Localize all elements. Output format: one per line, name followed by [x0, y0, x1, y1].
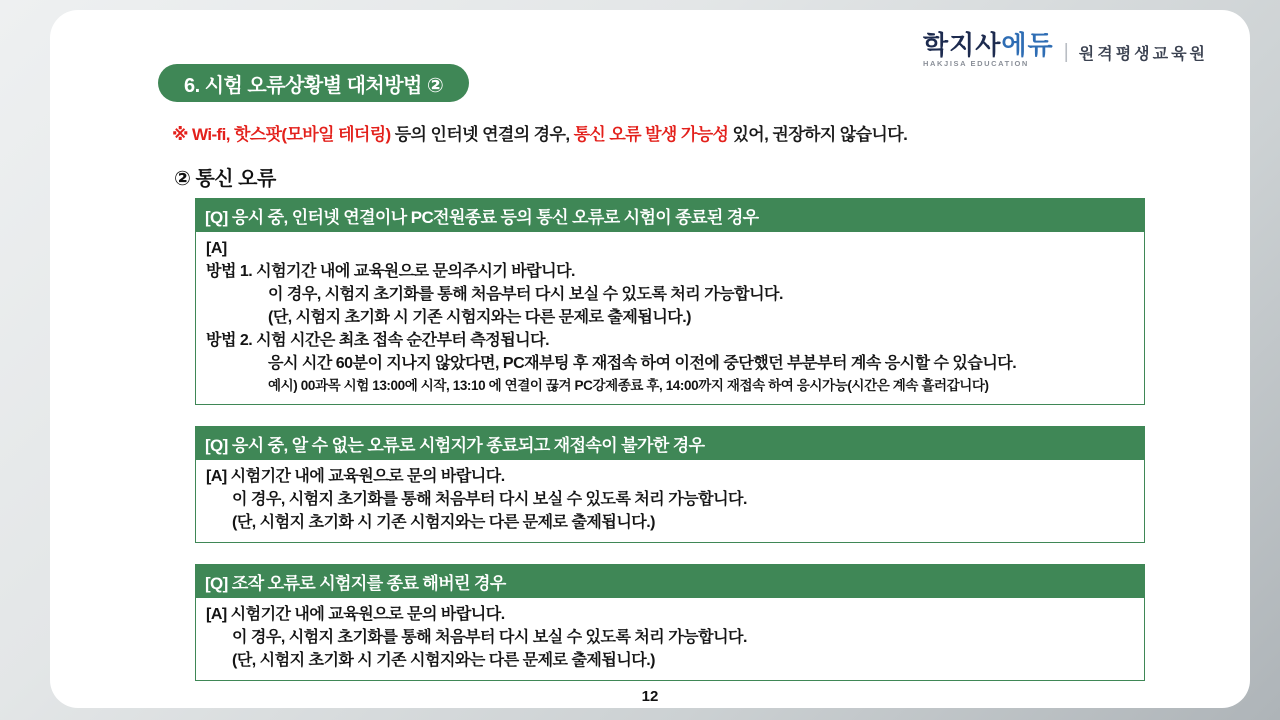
- qa-box-2-question: [Q] 응시 중, 알 수 없는 오류로 시험지가 종료되고 재접속이 불가한 경우: [205, 435, 705, 455]
- qa-box-1-question: [Q] 응시 중, 인터넷 연결이나 PC전원종료 등의 통신 오류로 시험이 종료된 경우: [205, 207, 759, 227]
- qa-box-3-question: [Q] 조작 오류로 시험지를 종료 해버린 경우: [205, 573, 506, 593]
- slide-card: [50, 10, 1250, 708]
- section-label-communication-error: ② 통신 오류: [174, 168, 276, 190]
- answer-line: 응시 시간 60분이 지나지 않았다면, PC재부팅 후 재접속 하여 이전에 중단했던 부분부터 계속 응시할 수 있습니다.: [268, 355, 1017, 372]
- notice-black-segment-2: 있어, 권장하지 않습니다.: [728, 125, 908, 144]
- qa-box-1-question-header: [195, 198, 1145, 232]
- answer-line: [A] 시험기간 내에 교육원으로 문의 바랍니다.: [206, 606, 505, 623]
- answer-line: 방법 1. 시험기간 내에 교육원으로 문의주시기 바랍니다.: [206, 263, 575, 280]
- answer-line: [A]: [206, 240, 227, 257]
- qa-box-3-question-header: [195, 564, 1145, 598]
- answer-line: 이 경우, 시험지 초기화를 통해 처음부터 다시 보실 수 있도록 처리 가능합니다.: [232, 629, 747, 646]
- answer-line: 이 경우, 시험지 초기화를 통해 처음부터 다시 보실 수 있도록 처리 가능합니다.: [268, 286, 783, 303]
- logo-divider: |: [1063, 40, 1069, 63]
- qa-box-3-answer-body: [195, 598, 1145, 681]
- qa-box-2-answer-body: [195, 460, 1145, 543]
- logo-text: [923, 32, 1054, 58]
- qa-box-1-answer-body: [195, 232, 1145, 405]
- logo-suffix: 원격평생교육원: [1078, 45, 1208, 63]
- answer-line: (단, 시험지 초기화 시 기존 시험지와는 다른 문제로 출제됩니다.): [232, 514, 656, 531]
- answer-example-line: 예시) 00과목 시험 13:00에 시작, 13:10 에 연결이 끊겨 PC강제종료 후, 14:00까지 재접속 하여 응시가능(시간은 계속 흘러갑니다): [268, 378, 989, 393]
- answer-line: (단, 시험지 초기화 시 기존 시험지와는 다른 문제로 출제됩니다.): [268, 309, 692, 326]
- answer-line: 방법 2. 시험 시간은 최초 접속 순간부터 측정됩니다.: [206, 332, 550, 349]
- slide-title-badge: [158, 64, 469, 102]
- qa-box-list: [195, 198, 1145, 702]
- qa-box-2-question-header: [195, 426, 1145, 460]
- logo-text-accent: 에듀: [1001, 30, 1054, 60]
- logo-wordmark: [923, 32, 1054, 68]
- logo-subtitle: HAKJISA EDUCATION: [923, 59, 1029, 68]
- page-number: 12: [641, 688, 659, 705]
- slide-title: 6. 시험 오류상황별 대처방법 ②: [184, 74, 444, 97]
- qa-box-2: [195, 426, 1145, 543]
- qa-box-1: [195, 198, 1145, 405]
- wifi-warning-notice: [172, 120, 907, 145]
- notice-black-segment-1: 등의 인터넷 연결의 경우,: [390, 125, 574, 144]
- answer-line: [A] 시험기간 내에 교육원으로 문의 바랍니다.: [206, 468, 505, 485]
- logo-text-primary: 학지사: [923, 30, 1002, 60]
- notice-red-segment-1: ※ Wi-fi, 핫스팟(모바일 테더링): [172, 125, 391, 144]
- answer-line: 이 경우, 시험지 초기화를 통해 처음부터 다시 보실 수 있도록 처리 가능합니다.: [232, 491, 747, 508]
- qa-box-3: [195, 564, 1145, 681]
- answer-line: (단, 시험지 초기화 시 기존 시험지와는 다른 문제로 출제됩니다.): [232, 652, 656, 669]
- notice-red-segment-2: 통신 오류 발생 가능성: [573, 125, 729, 144]
- hakjisa-edu-logo: [923, 32, 1208, 68]
